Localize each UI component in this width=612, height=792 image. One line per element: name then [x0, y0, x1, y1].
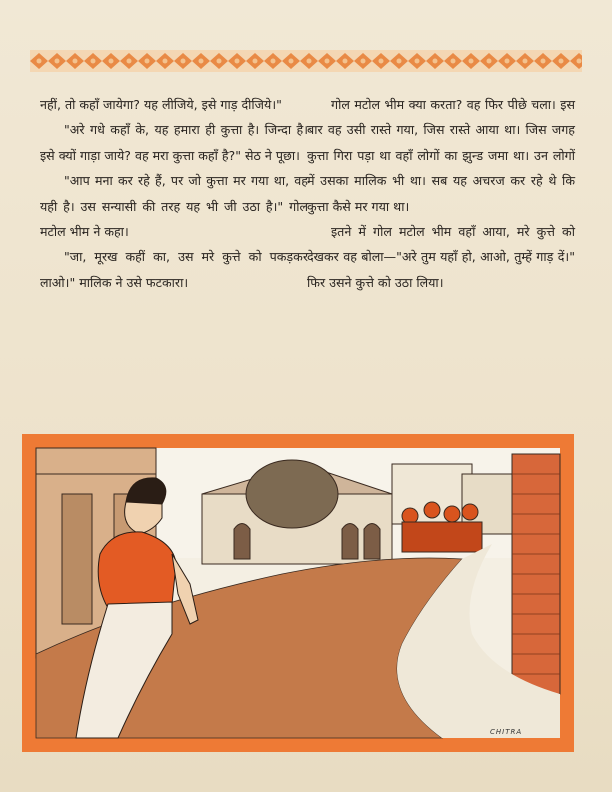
paragraph: इतने में गोल मटोल भीम वहाँ आया, मरे कुत्ते को देखकर वह बोला—"अरे तुम यहाँ हो, आओ, तुम्हें गाड़ दें।" फिर उसने कुत्ते को उठा लिया। — [307, 224, 575, 290]
border-dot — [271, 59, 276, 64]
border-dot — [253, 59, 258, 64]
border-dot — [541, 59, 546, 64]
border-dot — [577, 59, 582, 64]
illustration — [22, 434, 574, 752]
border-dot — [163, 59, 168, 64]
border-dot — [361, 59, 366, 64]
street-scene-illustration — [22, 434, 574, 752]
left-column — [40, 92, 308, 295]
decorative-border — [30, 50, 582, 72]
border-dot — [469, 59, 474, 64]
border-dot — [73, 59, 78, 64]
paragraph: नहीं, तो कहाँ जायेगा? यह लीजिये, इसे गाड़ दीजिये।" — [40, 97, 282, 112]
border-dot — [415, 59, 420, 64]
border-dot — [181, 59, 186, 64]
border-dot — [505, 59, 510, 64]
border-dot — [343, 59, 348, 64]
paragraph: "अरे गधे कहाँ के, यह हमारा ही कुत्ता है। जिन्दा है। इसे क्यों गाड़ा जाये? वह मरा कुत्ता कहाँ है?" सेठ ने पूछा। — [40, 122, 308, 163]
right-column — [307, 92, 575, 295]
border-dot — [487, 59, 492, 64]
border-dot — [55, 59, 60, 64]
border-dot — [523, 59, 528, 64]
artist-signature: CHITRA — [490, 728, 523, 736]
border-dot — [397, 59, 402, 64]
border-dot — [235, 59, 240, 64]
paragraph: गोल मटोल भीम क्या करता? वह फिर पीछे चला। इस बार वह उसी रास्ते गया, जिस रास्ते आया था। जिस जगह कुत्ता गिरा पड़ा था वहाँ लोगों का झुन्ड जमा था। उन लोगों में उसका मालिक भी था। सब यह अचरज कर रहे थे कि कुत्ता कैसे मर गया था। — [307, 97, 575, 214]
border-dot — [217, 59, 222, 64]
border-dot — [433, 59, 438, 64]
border-dot — [199, 59, 204, 64]
border-dot — [127, 59, 132, 64]
border-dot — [109, 59, 114, 64]
border-dot — [379, 59, 384, 64]
paragraph: "आप मना कर रहे हैं, पर जो कुत्ता मर गया था, वह यही है। उस सन्यासी की तरह यह भी जी उठा है।" गोल मटोल भीम ने कहा। — [40, 173, 308, 240]
border-dot — [325, 59, 330, 64]
border-dot — [451, 59, 456, 64]
border-dot — [145, 59, 150, 64]
border-dot — [289, 59, 294, 64]
border-dot — [559, 59, 564, 64]
border-dot — [91, 59, 96, 64]
border-dot — [37, 59, 42, 64]
border-dot — [307, 59, 312, 64]
paragraph: "जा, मूरख कहीं का, उस मरे कुत्ते को पकड़कर लाओ।" मालिक ने उसे फटकारा। — [40, 249, 308, 290]
